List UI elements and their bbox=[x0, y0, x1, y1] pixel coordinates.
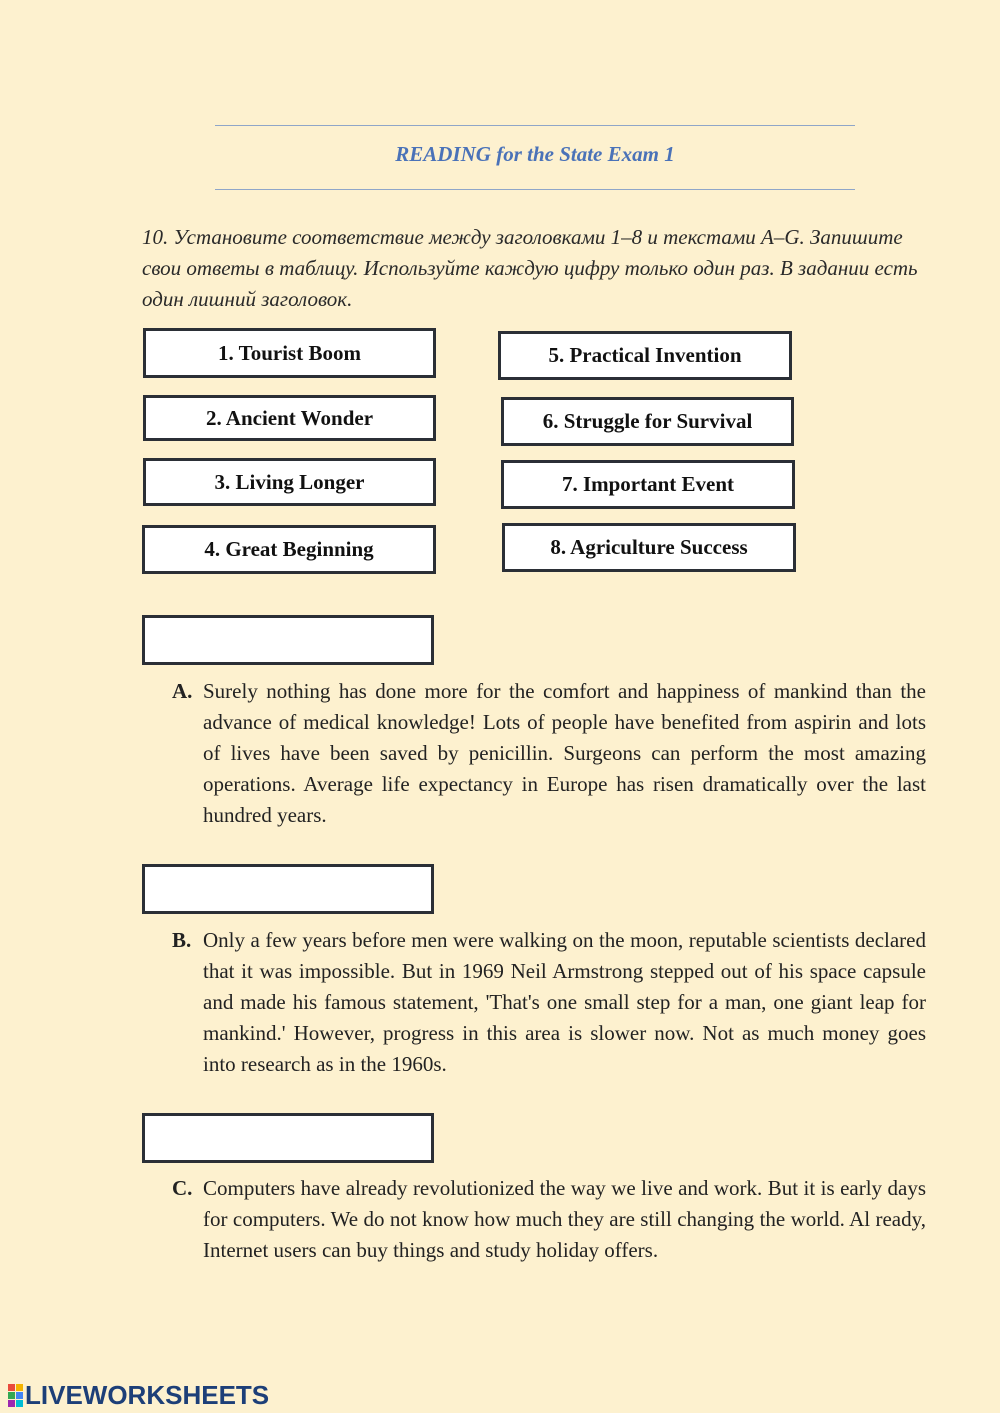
answer-field-a[interactable] bbox=[142, 615, 434, 665]
logo-square bbox=[8, 1384, 15, 1391]
heading-8: 8. Agriculture Success bbox=[502, 523, 796, 572]
text-c-body: Computers have already revolutionized the way we live and work. But it is early days for computers. We do not know how much they are still changing the world. Al ready, Internet users can buy things and study holiday offers. bbox=[203, 1176, 926, 1262]
logo-square bbox=[8, 1392, 15, 1399]
text-b bbox=[172, 925, 926, 1080]
logo-grid-icon bbox=[8, 1384, 23, 1407]
heading-6: 6. Struggle for Survival bbox=[501, 397, 794, 446]
liveworksheets-logo[interactable] bbox=[8, 1380, 269, 1411]
text-b-letter: B. bbox=[172, 928, 192, 952]
text-a-letter: A. bbox=[172, 679, 193, 703]
task-instructions: 10. Установите соответствие между заголовками 1–8 и текстами A–G. Запишите свои ответы в таблицу. Используйте каждую цифру только один раз. В задании есть один лишний заголовок. bbox=[142, 225, 918, 311]
logo-square bbox=[16, 1400, 23, 1407]
text-b-body: Only a few years before men were walking on the moon, reputable scientists declared that it was impossible. But in 1969 Neil Armstrong stepped out of his space capsule and made his famous statement, 'That's one small step for a man, one giant leap for mankind.' However, progress in this area is slower now. Not as much money goes into research as in the 1960s. bbox=[203, 928, 926, 1076]
heading-5: 5. Practical Invention bbox=[498, 331, 792, 380]
logo-text: LIVEWORKSHEETS bbox=[25, 1380, 270, 1410]
heading-1: 1. Tourist Boom bbox=[143, 328, 436, 378]
text-a-body: Surely nothing has done more for the comfort and happiness of mankind than the advance of medical knowledge! Lots of people have benefited from aspirin and lots of lives have been saved by penicillin. Surgeons can perform the most amazing operations. Average life expectancy in Europe has risen dramatically over the last hundred years. bbox=[203, 679, 926, 827]
heading-2: 2. Ancient Wonder bbox=[143, 395, 436, 441]
answer-field-c[interactable] bbox=[142, 1113, 434, 1163]
logo-square bbox=[16, 1392, 23, 1399]
top-rule bbox=[215, 125, 855, 126]
text-c-letter: C. bbox=[172, 1176, 193, 1200]
text-c bbox=[172, 1173, 926, 1266]
answer-field-b[interactable] bbox=[142, 864, 434, 914]
logo-square bbox=[16, 1384, 23, 1391]
heading-4: 4. Great Beginning bbox=[142, 525, 436, 574]
heading-7: 7. Important Event bbox=[501, 460, 795, 509]
bottom-rule bbox=[215, 189, 855, 190]
text-a bbox=[172, 676, 926, 831]
heading-3: 3. Living Longer bbox=[143, 458, 436, 506]
logo-square bbox=[8, 1400, 15, 1407]
page-title: READING for the State Exam 1 bbox=[395, 142, 675, 166]
